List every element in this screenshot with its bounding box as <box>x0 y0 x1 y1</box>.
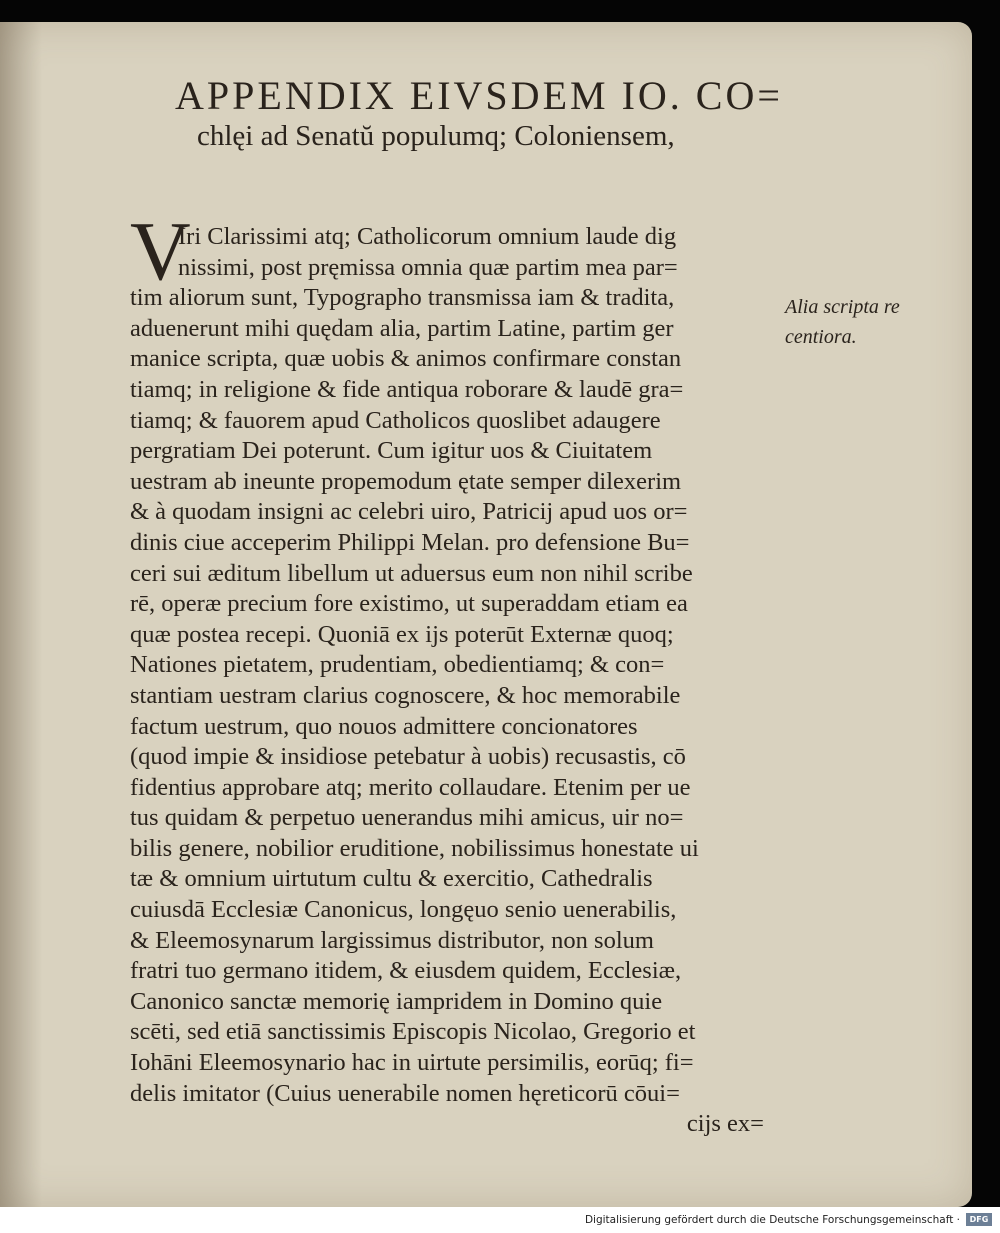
text-line: pergratiam Dei poterunt. Cum igitur uos & Ciuitatem <box>130 437 653 465</box>
text-line: scēti, sed etiā sanctissimis Episcopis Nicolao, Gregorio et <box>130 1018 696 1046</box>
text-line: quæ postea recepi. Quoniā ex ijs poterūt Externæ quoq; <box>130 620 674 648</box>
text-line: & Eleemosynarum largissimus distributor, non solum <box>130 926 654 954</box>
text-line: tus quidam & perpetuo uenerandus mihi amicus, uir no= <box>130 804 684 832</box>
dfg-logo: DFG <box>966 1213 992 1226</box>
text-line: stantiam uestram clarius cognoscere, & hoc memorabile <box>130 681 681 709</box>
funding-credit: Digitalisierung gefördert durch die Deutsche Forschungsgemeinschaft · <box>584 1214 960 1226</box>
text-line: cuiusdā Ecclesiæ Canonicus, longęuo senio uenerabilis, <box>130 896 677 924</box>
heading-line: APPENDIX EIVSDEM IO. CO= <box>175 73 783 118</box>
text-line: & à quodam insigni ac celebri uiro, Patricij apud uos or= <box>130 498 688 526</box>
catchword: cijs ex= <box>686 1110 764 1138</box>
text-line: (quod impie & insidiose petebatur à uobis) recusastis, cō <box>130 743 686 771</box>
text-line: fratri tuo germano itidem, & eiusdem quidem, Ecclesiæ, <box>130 957 682 985</box>
text-line: aduenerunt mihi quędam alia, partim Latine, partim ger <box>130 314 674 342</box>
text-line: tiamq; & fauorem apud Catholicos quoslibet adaugere <box>130 406 661 434</box>
text-line: Nationes pietatem, prudentiam, obedientiamq; & con= <box>130 651 665 679</box>
drop-cap: V <box>130 205 191 298</box>
page-heading <box>175 73 783 154</box>
text-line: rē, operæ precium fore existimo, ut superaddam etiam ea <box>130 590 688 618</box>
text-line: delis imitator (Cuius uenerabile nomen hęreticorū cōui= <box>130 1079 680 1107</box>
text-line: factum uestrum, quo nouos admittere concionatores <box>130 712 638 740</box>
text-line: tæ & omnium uirtutum cultu & exercitio, Cathedralis <box>130 865 653 893</box>
text-line: tiamq; in religione & fide antiqua roborare & laudē gra= <box>130 375 684 403</box>
text-line: fidentius approbare atq; merito collaudare. Etenim per ue <box>130 773 691 801</box>
text-line: uestram ab ineunte propemodum ętate semper dilexerim <box>130 467 682 495</box>
book-page <box>0 22 972 1207</box>
text-line: ceri sui æditum libellum ut aduersus eum non nihil scribe <box>130 559 693 587</box>
marginal-note-line: centiora. <box>785 326 857 348</box>
text-line: nissimi, post pręmissa omnia quæ partim mea par= <box>178 253 678 281</box>
text-line: bilis genere, nobilior eruditione, nobilissimus honestate ui <box>130 834 699 862</box>
text-line: manice scripta, quæ uobis & animos confirmare constan <box>130 345 682 373</box>
text-line: Canonico sanctæ memorię iampridem in Domino quie <box>130 987 663 1015</box>
footer-bar <box>0 1207 1000 1233</box>
marginal-note <box>785 292 935 352</box>
body-text <box>130 205 790 1140</box>
heading-line: chlęi ad Senatŭ populumq; Coloniensem, <box>197 120 675 152</box>
text-line: tim aliorum sunt, Typographo transmissa iam & tradita, <box>130 284 675 312</box>
text-line: dinis ciue acceperim Philippi Melan. pro defensione Bu= <box>130 528 690 556</box>
marginal-note-line: Alia scripta re <box>785 296 900 318</box>
text-line: Iri Clarissimi atq; Catholicorum omnium laude dig <box>178 223 677 250</box>
text-line: Iohāni Eleemosynario hac in uirtute persimilis, eorūq; fi= <box>130 1049 694 1077</box>
